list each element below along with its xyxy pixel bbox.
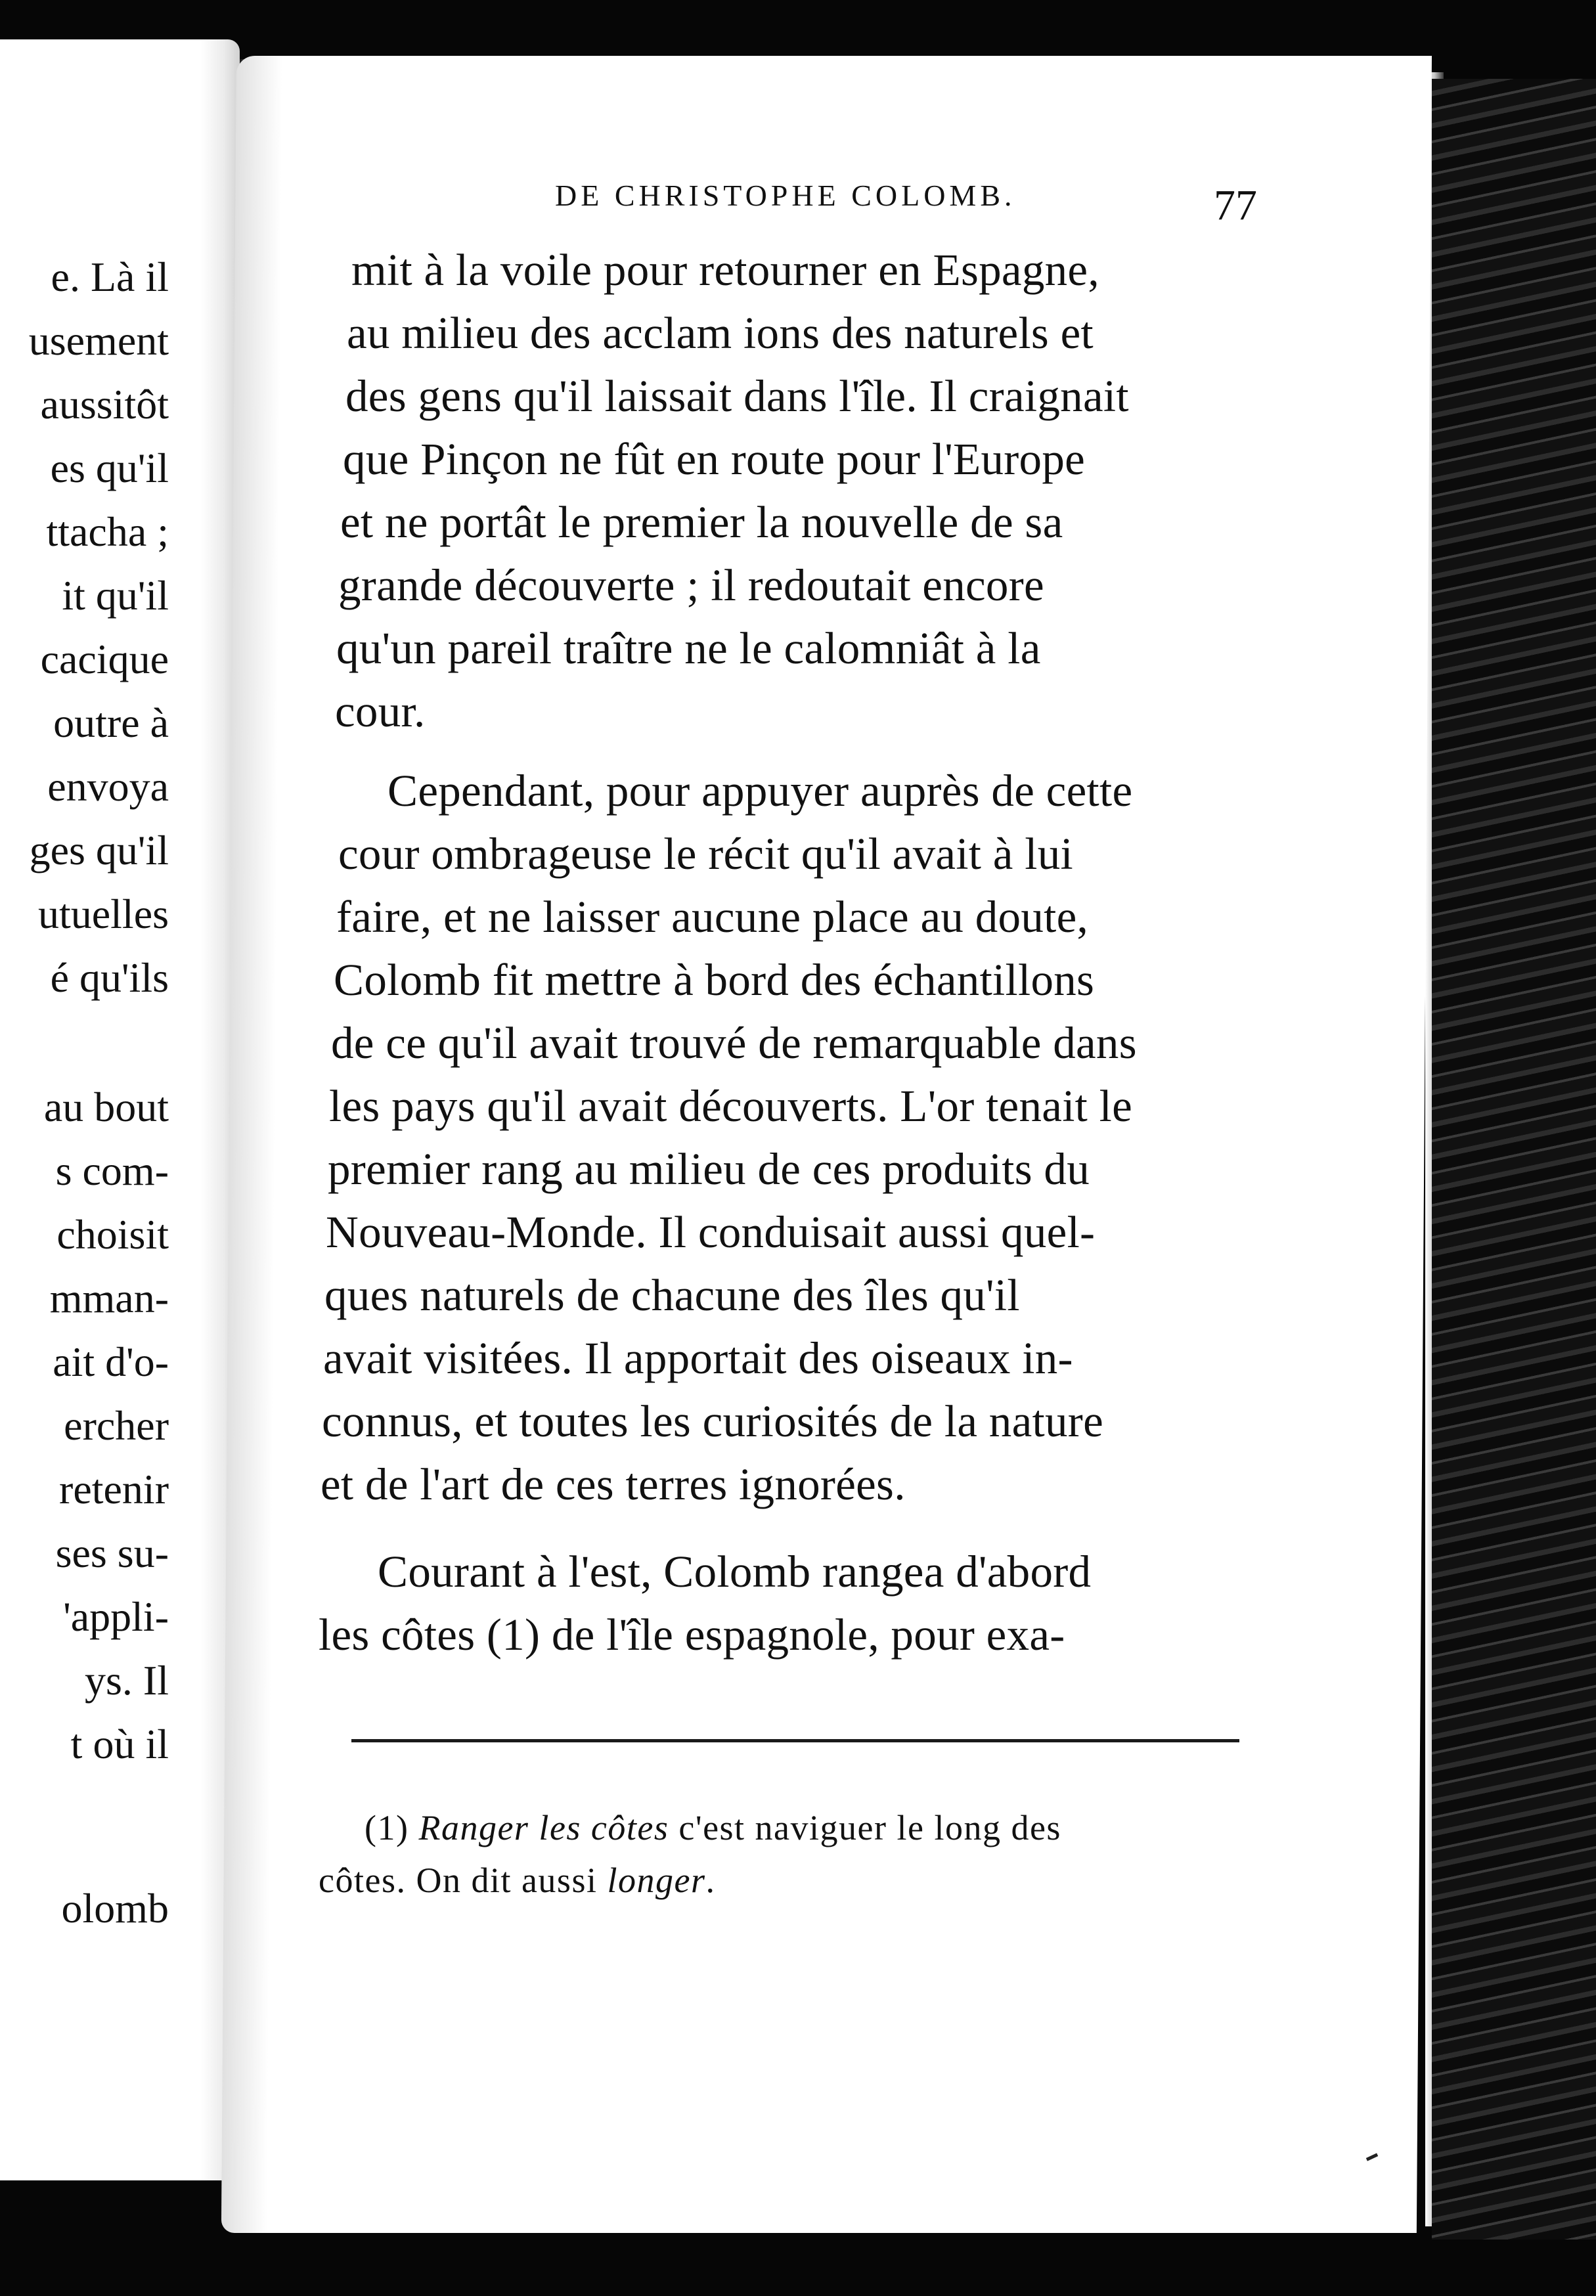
- book-cover-edge: [1432, 79, 1596, 2240]
- text-line: ques naturels de chacune des îles qu'il: [324, 1270, 1020, 1320]
- text-line: Courant à l'est, Colomb rangea d'abord: [378, 1547, 1092, 1597]
- page-number: 77: [1214, 181, 1257, 229]
- text-line: au milieu des acclam ions des naturels et: [347, 308, 1094, 358]
- left-page-line: ges qu'il: [29, 827, 169, 873]
- left-page-line: s com-: [55, 1147, 169, 1194]
- text-line: des gens qu'il laissait dans l'île. Il craignait: [345, 371, 1129, 421]
- text-line: les côtes (1) de l'île espagnole, pour exa-: [319, 1610, 1065, 1660]
- text-line: Nouveau-Monde. Il conduisait aussi quel-: [326, 1207, 1096, 1257]
- text-line: cour ombrageuse le récit qu'il avait à lui: [338, 829, 1074, 879]
- footnote-line: [365, 1806, 1061, 1849]
- previous-page: [0, 39, 240, 2180]
- left-page-line: ercher: [64, 1402, 169, 1449]
- left-page-line: envoya: [47, 763, 169, 810]
- left-page-line: ys. Il: [85, 1657, 169, 1704]
- text-line: grande découverte ; il redoutait encore: [338, 560, 1044, 610]
- footnote-text: côtes. On dit aussi: [319, 1861, 608, 1900]
- text-line: et ne portât le premier la nouvelle de sa: [340, 497, 1063, 547]
- left-page-line: outre à: [53, 699, 169, 746]
- left-page-line: t où il: [70, 1721, 169, 1767]
- text-line: Cependant, pour appuyer auprès de cette: [388, 766, 1133, 816]
- text-line: Colomb fit mettre à bord des échantillons: [334, 955, 1095, 1005]
- left-page-line: mman-: [49, 1275, 169, 1321]
- text-line: cour.: [335, 686, 426, 736]
- left-page-line: it qu'il: [62, 572, 169, 619]
- left-page-line: ait d'o-: [53, 1338, 169, 1385]
- footnote-text: .: [705, 1861, 716, 1900]
- text-line: de ce qu'il avait trouvé de remarquable dans: [331, 1018, 1137, 1068]
- left-page-line: au bout: [43, 1084, 169, 1130]
- left-page-line: e. Là il: [51, 254, 169, 300]
- text-line: faire, et ne laisser aucune place au doute,: [336, 892, 1089, 942]
- text-line: qu'un pareil traître ne le calomniât à la: [336, 623, 1041, 673]
- left-page-line: cacique: [40, 636, 169, 682]
- left-page-line: es qu'il: [50, 445, 169, 491]
- footnote-text: c'est naviguer le long des: [669, 1808, 1061, 1847]
- text-line: que Pinçon ne fût en route pour l'Europe: [343, 434, 1086, 484]
- running-head: DE CHRISTOPHE COLOMB.: [555, 179, 1016, 212]
- left-page-line: ttacha ;: [46, 508, 169, 555]
- text-line: mit à la voile pour retourner en Espagne,: [351, 245, 1099, 295]
- left-page-line: é qu'ils: [50, 954, 169, 1001]
- left-page-line: olomb: [61, 1885, 169, 1932]
- left-page-line: choisit: [56, 1211, 169, 1258]
- footnote-marker: (1): [365, 1808, 409, 1847]
- left-page-line: retenir: [59, 1466, 169, 1512]
- footnote-rule: [351, 1739, 1239, 1742]
- left-page-line: ses su-: [55, 1530, 169, 1576]
- text-line: avait visitées. Il apportait des oiseaux in-: [323, 1333, 1073, 1383]
- footnote-term: longer: [607, 1861, 706, 1900]
- left-page-line: utuelles: [37, 891, 169, 937]
- footnote-line: [319, 1859, 715, 1902]
- text-line: premier rang au milieu de ces produits du: [328, 1144, 1090, 1194]
- footnote-term: Ranger les côtes: [418, 1808, 669, 1847]
- left-page-line: usement: [28, 317, 169, 364]
- left-page-line: 'appli-: [63, 1593, 169, 1640]
- text-line: les pays qu'il avait découverts. L'or tenait le: [329, 1081, 1133, 1131]
- text-line: et de l'art de ces terres ignorées.: [321, 1459, 906, 1509]
- text-line: connus, et toutes les curiosités de la nature: [322, 1396, 1104, 1446]
- left-page-line: aussitôt: [40, 381, 169, 428]
